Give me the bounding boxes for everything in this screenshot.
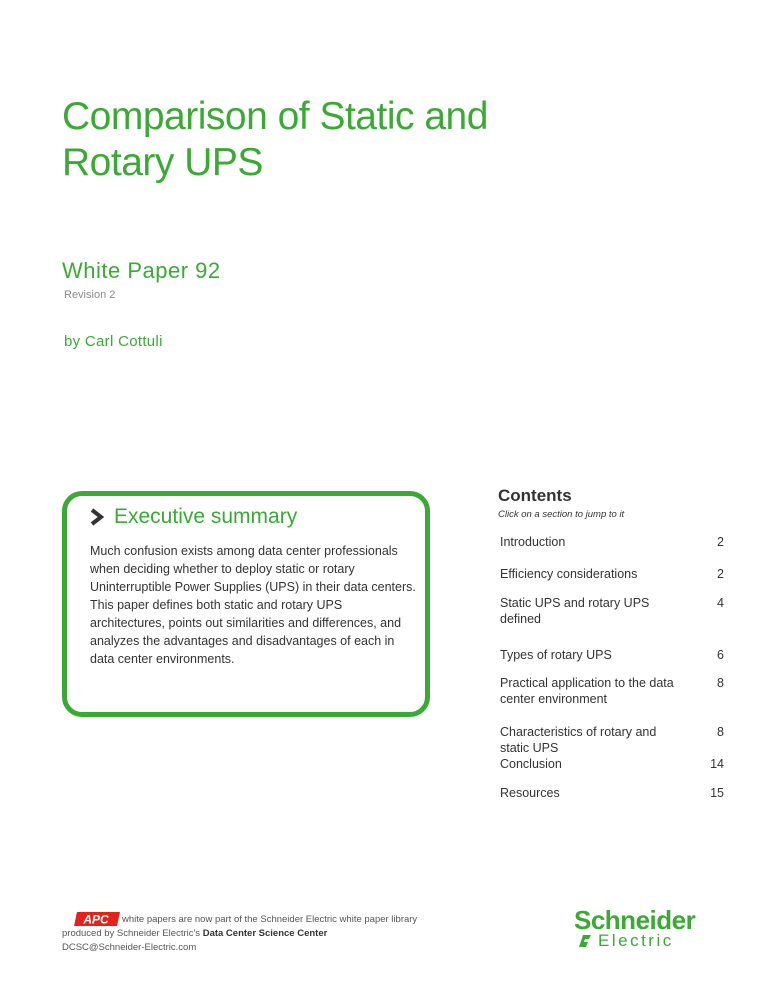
brand-name: Schneider <box>574 905 696 935</box>
author-line: by Carl Cottuli <box>64 333 163 350</box>
toc-item-conclusion[interactable] <box>500 756 724 772</box>
toc-item-label: Resources <box>500 786 560 800</box>
executive-summary-body: Much confusion exists among data center professionals when deciding whether to deploy static or rotary Uninterruptible Power Supplies (UPS) in their data centers. This paper defines both static and rotary UPS architectures, points out similarities and differences, and analyzes the advantages and disadvantages of each in data center environments. <box>90 544 416 666</box>
toc-item-label: Static UPS and rotary UPS defined <box>500 596 650 626</box>
toc-item-resources[interactable] <box>500 785 724 801</box>
footer-line-2 <box>62 928 327 939</box>
electric-plug-icon <box>576 933 594 949</box>
toc-item-page: 8 <box>717 725 724 739</box>
apc-logo <box>74 912 120 926</box>
toc-item-page: 14 <box>710 757 724 771</box>
toc-item-efficiency[interactable] <box>500 566 724 582</box>
toc-item-static-rotary-defined[interactable] <box>500 595 724 627</box>
brand-sub: Electric <box>598 931 674 950</box>
document-title: Comparison of Static and Rotary UPS <box>62 95 488 184</box>
toc-item-page: 2 <box>717 567 724 581</box>
contents-heading: Contents <box>498 486 572 505</box>
toc-item-page: 8 <box>717 676 724 690</box>
toc-item-page: 15 <box>710 786 724 800</box>
dcsc-name: Data Center Science Center <box>202 928 328 939</box>
contents-subheading: Click on a section to jump to it <box>498 509 625 520</box>
revision-label: Revision 2 <box>64 289 116 301</box>
toc-item-label: Types of rotary UPS <box>500 648 612 662</box>
toc-item-label: Practical application to the data center environment <box>500 676 674 706</box>
toc-item-types-rotary[interactable] <box>500 647 724 663</box>
chevron-right-icon <box>88 507 106 527</box>
toc-item-page: 6 <box>717 648 724 662</box>
toc-item-characteristics[interactable] <box>500 724 724 756</box>
executive-summary-title: Executive summary <box>114 505 298 528</box>
footer-line-2-prefix: produced by Schneider Electric's <box>62 928 201 939</box>
footer-line-1: white papers are now part of the Schneider Electric white paper library <box>122 914 418 925</box>
toc-item-page: 4 <box>717 596 724 610</box>
executive-summary-heading <box>88 505 297 529</box>
toc-item-label: Conclusion <box>500 757 562 771</box>
toc-item-practical-application[interactable] <box>500 675 724 707</box>
toc-item-label: Introduction <box>500 535 566 549</box>
toc-item-label: Efficiency considerations <box>500 567 638 581</box>
footer-email[interactable]: DCSC@Schneider-Electric.com <box>62 942 197 953</box>
schneider-electric-logo <box>574 906 695 950</box>
svg-text:APC: APC <box>83 912 109 926</box>
toc-item-introduction[interactable] <box>500 534 724 550</box>
toc-item-page: 2 <box>717 535 724 549</box>
toc-item-label: Characteristics of rotary and static UPS <box>500 725 657 755</box>
white-paper-number: White Paper 92 <box>62 258 221 283</box>
